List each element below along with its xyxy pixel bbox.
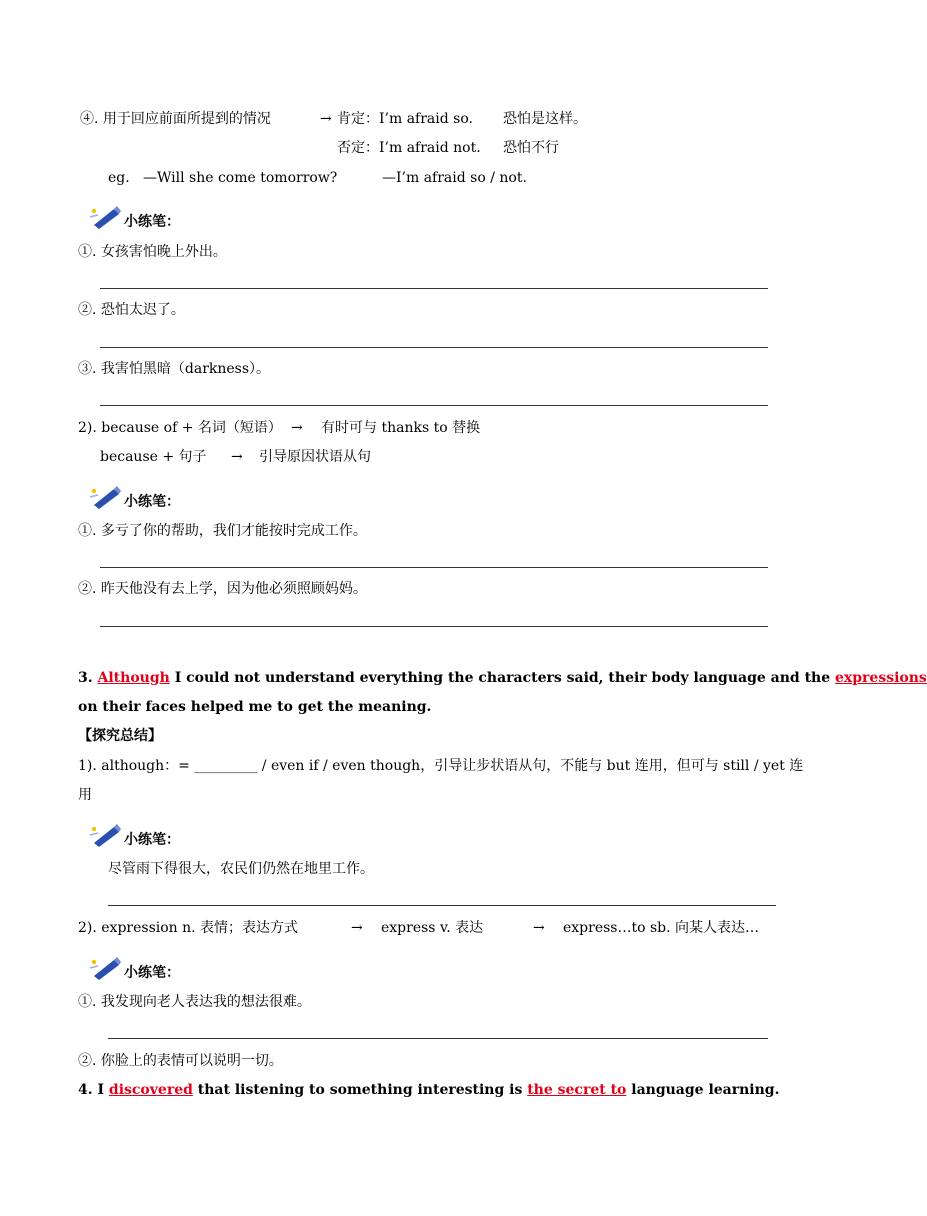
although-rule-cont: 用 — [78, 787, 92, 803]
pen-icon — [88, 483, 122, 509]
practice-item: ③. 我害怕黑暗（darkness）。 — [78, 361, 271, 377]
keyword-discovered: discovered — [108, 1082, 193, 1098]
example-question: —Will she come tomorrow? — [143, 170, 338, 186]
arrow-icon: → — [320, 111, 332, 127]
express-verb: express v. 表达 — [381, 920, 484, 936]
sentence-number: 3. — [78, 670, 93, 686]
arrow-icon: → — [291, 420, 303, 436]
sentence-text: that listening to something interesting is — [197, 1082, 523, 1098]
answer-line[interactable] — [100, 626, 768, 627]
practice-item: ②. 恐怕太迟了。 — [78, 302, 185, 318]
practice-item: 尽管雨下得很大，农民们仍然在地里工作。 — [108, 861, 374, 877]
positive-reply: 肯定：I’m afraid so. — [337, 111, 473, 127]
expression-rule: 2). expression n. 表情；表达方式 — [78, 920, 299, 936]
answer-line[interactable] — [108, 1038, 768, 1039]
example-answer: —I’m afraid so / not. — [382, 170, 527, 186]
answer-line[interactable] — [108, 905, 776, 906]
practice-item: ②. 你脸上的表情可以说明一切。 — [78, 1053, 283, 1069]
keyword-expressions: expressions — [835, 670, 927, 686]
keyword-although: Although — [97, 670, 170, 686]
arrow-icon: → — [351, 920, 363, 936]
although-rule: 1). although：= _________ / even if / even though，引导让步状语从句，不能与 but 连用，但可与 still / yet 连 — [78, 758, 804, 774]
sentence-text: language learning. — [631, 1082, 780, 1098]
practice-label: 小练笔： — [124, 832, 180, 848]
practice-item: ②. 昨天他没有去上学，因为他必须照顾妈妈。 — [78, 581, 367, 597]
negative-meaning: 恐怕不行 — [503, 140, 559, 156]
answer-line[interactable] — [100, 347, 768, 348]
because-rule: because + 句子 — [100, 449, 207, 465]
sentence-text: I could not understand everything the characters said, their body language and the — [174, 670, 831, 686]
practice-item: ①. 我发现向老人表达我的想法很难。 — [78, 994, 311, 1010]
because-of-note: 有时可与 thanks to 替换 — [321, 420, 481, 436]
express-phrase: express…to sb. 向某人表达… — [563, 920, 760, 936]
because-note: 引导原因状语从句 — [259, 449, 371, 465]
arrow-icon: → — [533, 920, 545, 936]
arrow-icon: → — [231, 449, 243, 465]
answer-line[interactable] — [100, 288, 768, 289]
pen-icon — [88, 821, 122, 847]
sentence-text: 4. I — [78, 1082, 105, 1098]
sentence-3-line1 — [78, 669, 927, 687]
usage-4-text: ④. 用于回应前面所提到的情况 — [80, 111, 271, 127]
positive-meaning: 恐怕是这样。 — [503, 111, 587, 127]
answer-line[interactable] — [100, 567, 768, 568]
practice-label: 小练笔： — [124, 494, 180, 510]
sentence-3-line2: on their faces helped me to get the meaning. — [78, 699, 432, 715]
sentence-4 — [78, 1081, 779, 1099]
example-label: eg. — [108, 170, 130, 186]
pen-icon — [88, 203, 122, 229]
practice-label: 小练笔： — [124, 965, 180, 981]
because-of-rule: 2). because of + 名词（短语） — [78, 420, 282, 436]
practice-item: ①. 多亏了你的帮助，我们才能按时完成工作。 — [78, 523, 367, 539]
negative-reply: 否定：I’m afraid not. — [337, 140, 481, 156]
practice-item: ①. 女孩害怕晚上外出。 — [78, 244, 227, 260]
answer-line[interactable] — [100, 405, 768, 406]
keyword-secret-to: the secret to — [527, 1082, 627, 1098]
pen-icon — [88, 954, 122, 980]
summary-heading: 【探究总结】 — [78, 728, 162, 744]
practice-label: 小练笔： — [124, 214, 180, 230]
